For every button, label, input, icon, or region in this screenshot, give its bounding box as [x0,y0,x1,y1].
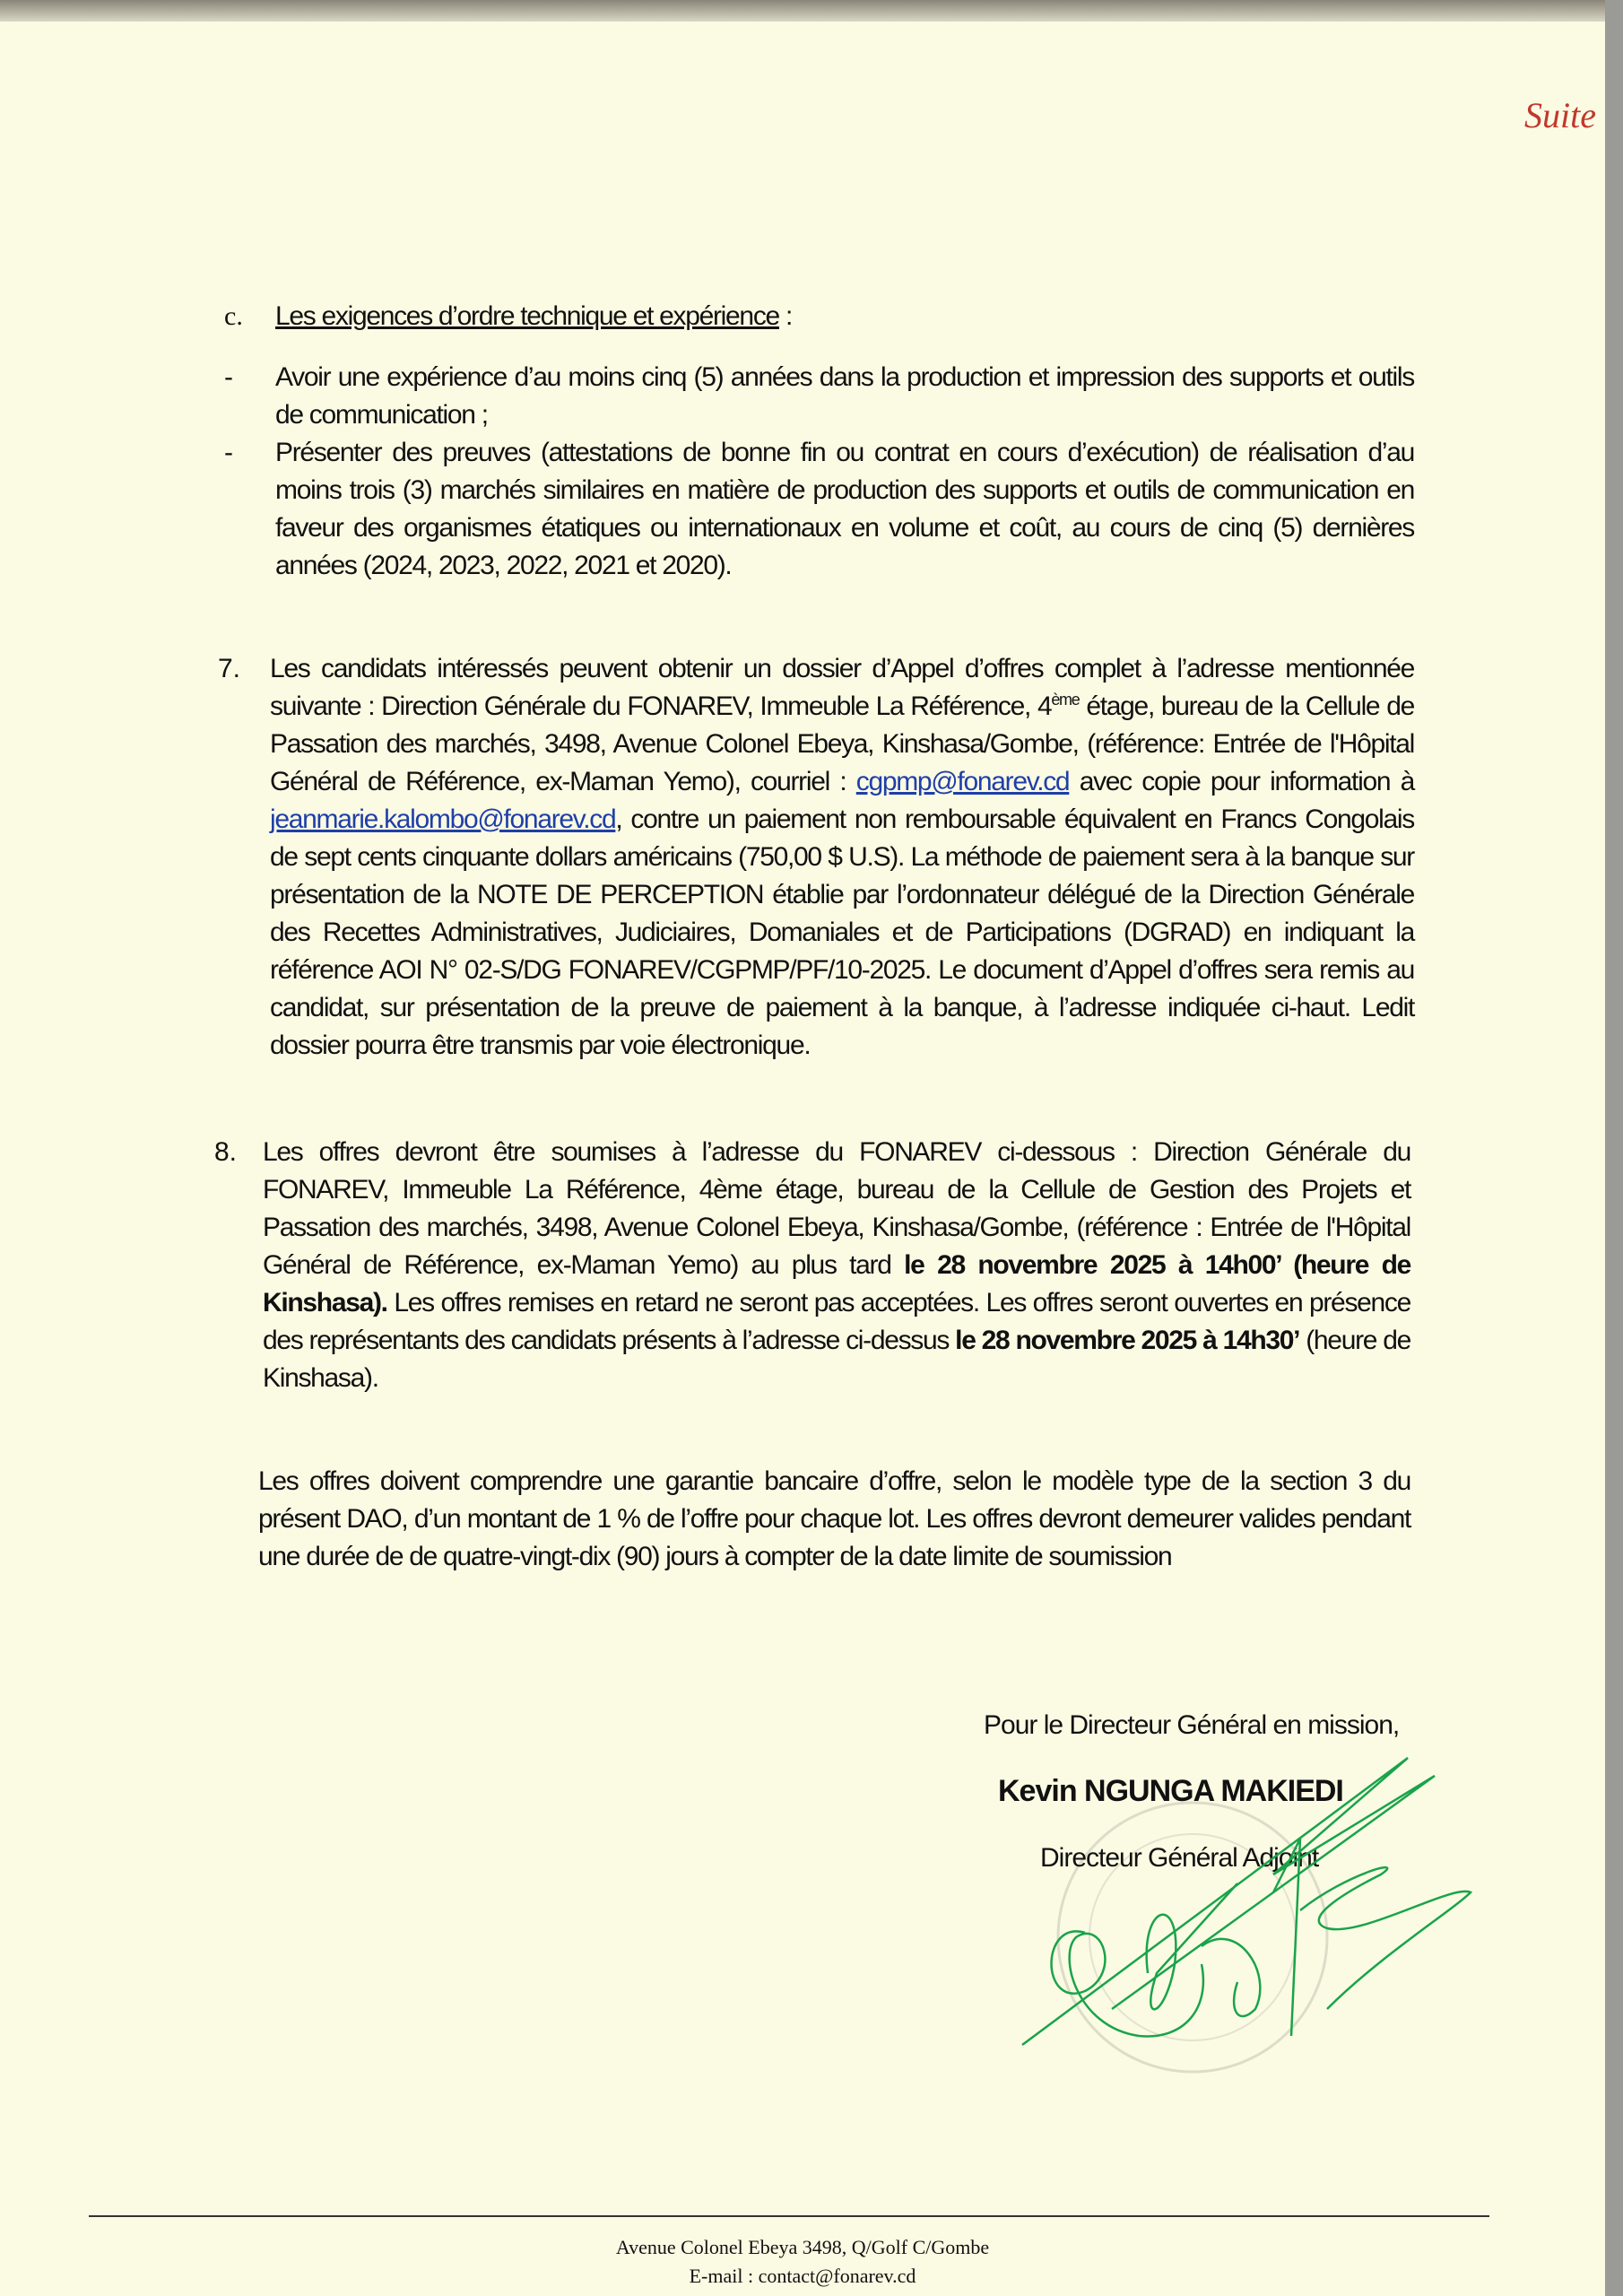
section-c-heading [275,298,1414,335]
handwritten-signature [1004,1740,1506,2063]
para-7-text: Les candidats intéressés peuvent obtenir un dossier d’Appel d’offres complet à l’adresse mentionnée suivante : Direction Générale du FONAREV, Immeuble La Référence, 4 [270,654,1414,721]
bullet-item: Présenter des preuves (attestations de bonne fin ou contrat en cours d’exécution) de réalisation d’au moins trois (3) marchés similaires en matière de production des supports et outils de communication en faveur des organismes étatiques ou internationaux en volume et coût, au cours de cinq (5) dernières années (2024, 2023, 2022, 2021 et 2020). [275,438,1414,580]
section-c-marker: c. [224,301,243,331]
signatory-name: Kevin NGUNGA MAKIEDI [998,1774,1343,1808]
para-8-number: 8. [214,1137,238,1167]
deadline-opening: le 28 novembre 2025 à 14h30’ [955,1326,1300,1355]
heading-suffix: : [778,301,792,331]
bullet-dash: - [224,438,233,467]
signature-for-line: Pour le Directeur Général en mission, [984,1710,1400,1740]
email-link-cgpmp[interactable]: cgpmp@fonarev.cd [855,767,1070,796]
scan-right-edge [1605,0,1623,2296]
para-7-text: avec copie pour information à [1069,767,1414,796]
scan-top-edge [0,0,1605,22]
para-7 [270,650,1414,1065]
para-7-number: 7. [218,654,241,683]
para-8 [263,1134,1410,1397]
bullet-item: Avoir une expérience d’au moins cinq (5) années dans la production et impression des supports et outils de communication ; [275,362,1414,430]
section-c-heading-text: Les exigences d’ordre technique et expérience [275,301,779,331]
suite-marker: Suite [1524,95,1596,135]
para-8-text: Les offres devront être soumises à l’adresse du FONAREV ci-dessous : Direction Générale du FONAREV, Immeuble La Référence, 4ème étage, bureau de la Cellule de Gestion des Projets et Passation des marchés, 3498, Avenue Colonel Ebeya, Kinshasa/Gombe, (référence : Entrée de l'Hôpital Général de Référence, ex-Maman Yemo) au plus tard [263,1137,1410,1280]
guarantee-paragraph: Les offres doivent comprendre une garantie bancaire d’offre, selon le modèle type de la section 3 du présent DAO, d’un montant de 1 % de l’offre pour chaque lot. Les offres devront demeurer valides pendant une durée de de quatre-vingt-dix (90) jours à compter de la date limite de soumission [258,1466,1410,1571]
superscript: ème [1051,691,1080,709]
footer-divider [89,2215,1489,2217]
para-7-text: étage, bureau de la Cellule de Passation des marchés, 3498, Avenue Colonel Ebeya, Kinshasa/Gombe, (référence: Entrée de l'Hôpital Général de Référence, ex-Maman Yemo), courriel : [270,691,1414,796]
signatory-title: Directeur Général Adjoint [1040,1843,1319,1873]
para-8-text: (heure de Kinshasa). [263,1326,1410,1393]
footer-address: Avenue Colonel Ebeya 3498, Q/Golf C/Gombe [615,2236,990,2258]
para-7-text: , contre un paiement non remboursable équivalent en Francs Congolais de sept cents cinquante dollars américains (750,00 $ U.S). La méthode de paiement sera à la banque sur présentation de la NOTE DE PERCEPTION établie par l’ordonnateur délégué de la Direction Générale des Recettes Administratives, Judiciaires, Domaniales et de Participations (DGRAD) en indiquant la référence AOI N° 02-S/DG FONAREV/CGPMP/PF/10-2025. Le document d’Appel d’offres sera remis au candidat, sur présentation de la preuve de paiement à la banque, à l’adresse indiquée ci-haut. Ledit dossier pourra être transmis par voie électronique. [270,804,1414,1060]
email-link-kalombo[interactable]: jeanmarie.kalombo@fonarev.cd [270,804,616,834]
footer-email: E-mail : contact@fonarev.cd [689,2265,916,2287]
para-8-text: Les offres remises en retard ne seront pas acceptées. Les offres seront ouvertes en présence des représentants des candidats présents à l’adresse ci-dessus [263,1288,1410,1355]
deadline-submission: le 28 novembre 2025 à 14h00’ (heure de Kinshasa). [263,1250,1410,1318]
bullet-dash: - [224,362,233,392]
